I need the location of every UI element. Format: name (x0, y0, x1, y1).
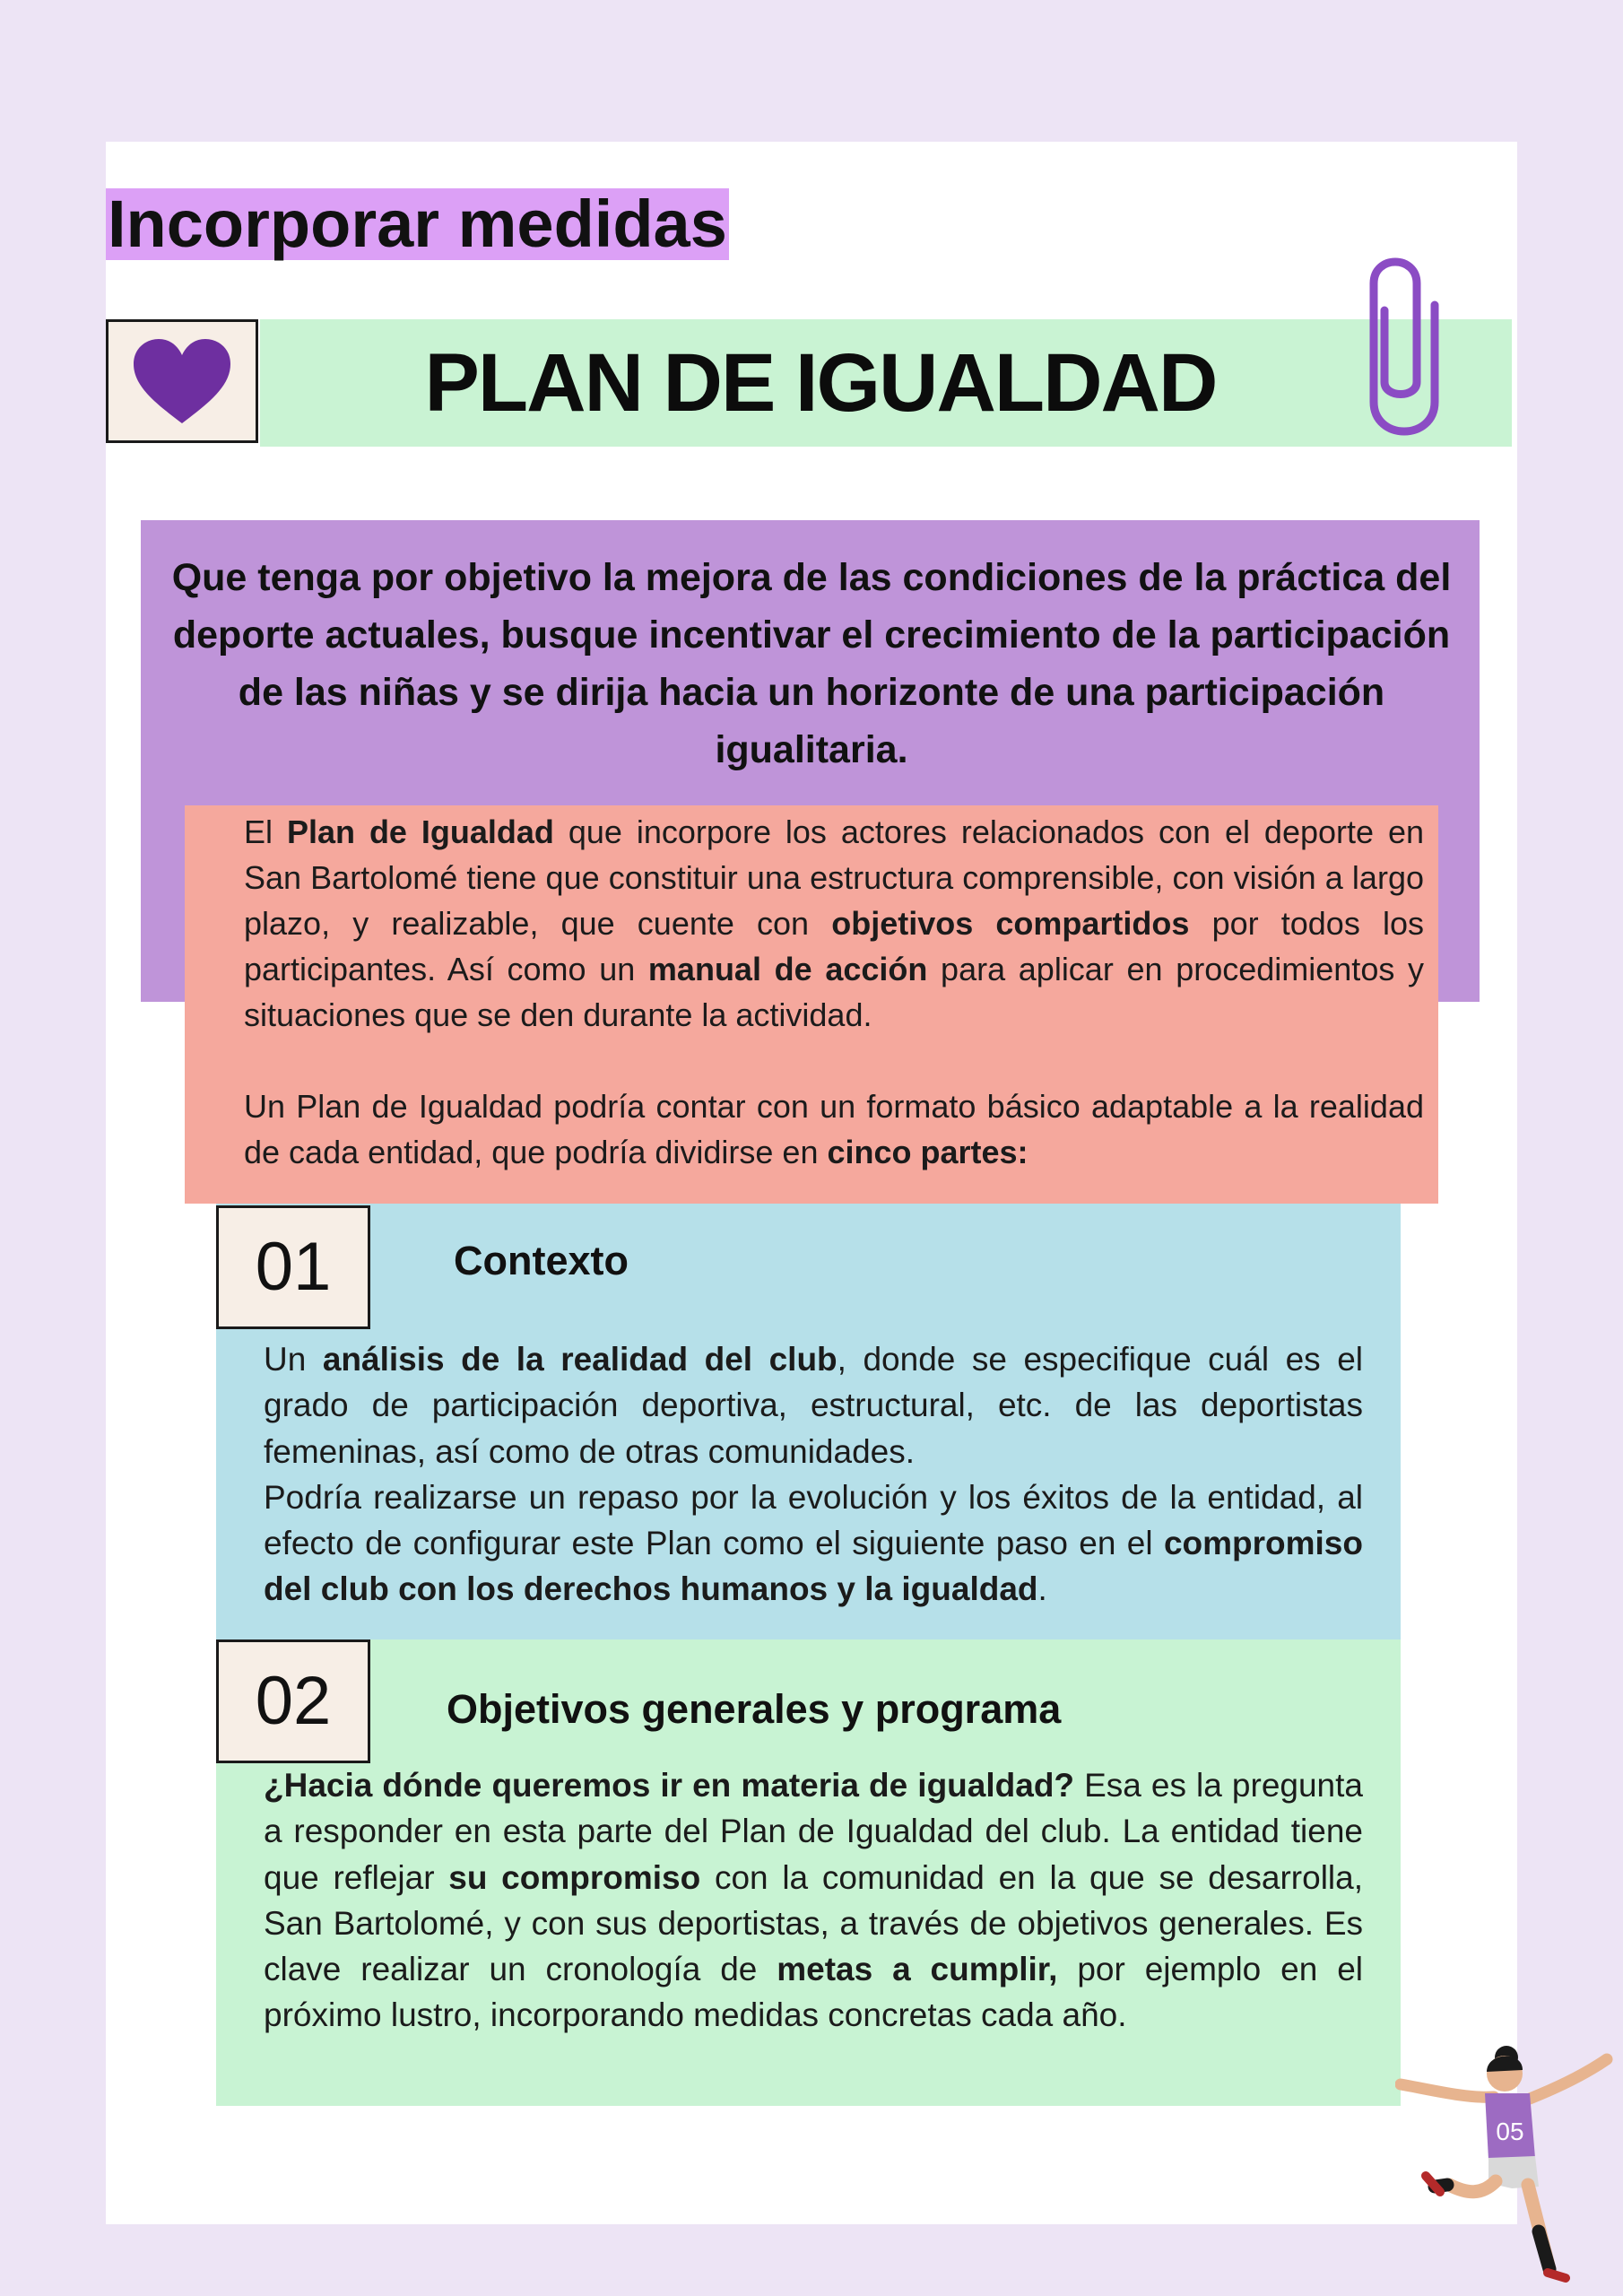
section-title: Contexto (454, 1238, 629, 1283)
page-title: PLAN DE IGUALDAD (424, 337, 1217, 429)
summary-paragraph-2: Un Plan de Igualdad podría contar con un formato básico adaptable a la realidad de cada entidad, que podría dividirse en cinco partes: (244, 1088, 1424, 1170)
soccer-player-illustration (1395, 2034, 1619, 2287)
section-number-badge: 02 (216, 1639, 370, 1763)
summary-text (244, 809, 1424, 1175)
section-title: Objetivos generales y programa (447, 1686, 1062, 1732)
heart-icon (132, 337, 232, 425)
intro-text: Que tenga por objetivo la mejora de las condiciones de la práctica del deporte actuales, busque incentivar el crecimiento de la participación de las niñas y se dirija hacia un horizonte de una participación igualitaria. (171, 556, 1452, 771)
heart-badge (106, 319, 258, 443)
section-number-badge: 01 (216, 1205, 370, 1329)
summary-paragraph-1: El Plan de Igualdad que incorpore los actores relacionados con el deporte en San Bartolomé tiene que constituir una estructura comprensible, con visión a largo plazo, y realizable, que cuente con objetivos compartidos por todos los participantes. Así como un manual de acción para aplicar en procedimientos y situaciones que se den durante la actividad. (244, 813, 1425, 1033)
section-body (264, 1336, 1363, 1613)
jersey-number: 05 (1496, 2118, 1524, 2145)
paperclip-icon (1359, 248, 1442, 441)
section-body (264, 1762, 1363, 2039)
section-paragraph: Podría realizarse un repaso por la evolución y los éxitos de la entidad, al efecto de configurar este Plan como el siguiente paso en el compromiso del club con los derechos humanos y la igualdad. (264, 1478, 1363, 1608)
section-paragraph: Un análisis de la realidad del club, donde se especifique cuál es el grado de participación deportiva, estructural, etc. de las deportistas femeninas, así como de otras comunidades. (264, 1341, 1363, 1470)
section-header-label: Incorporar medidas (108, 187, 727, 261)
section-paragraph: ¿Hacia dónde queremos ir en materia de igualdad? Esa es la pregunta a responder en esta parte del Plan de Igualdad del club. La entidad tiene que reflejar su compromiso con la comunidad en la que se desarrolla, San Bartolomé, y con sus deportistas, a través de objetivos generales. Es clave realizar un cronología de metas a cumplir, por ejemplo en el próximo lustro, incorporando medidas concretas cada año. (264, 1767, 1364, 2034)
